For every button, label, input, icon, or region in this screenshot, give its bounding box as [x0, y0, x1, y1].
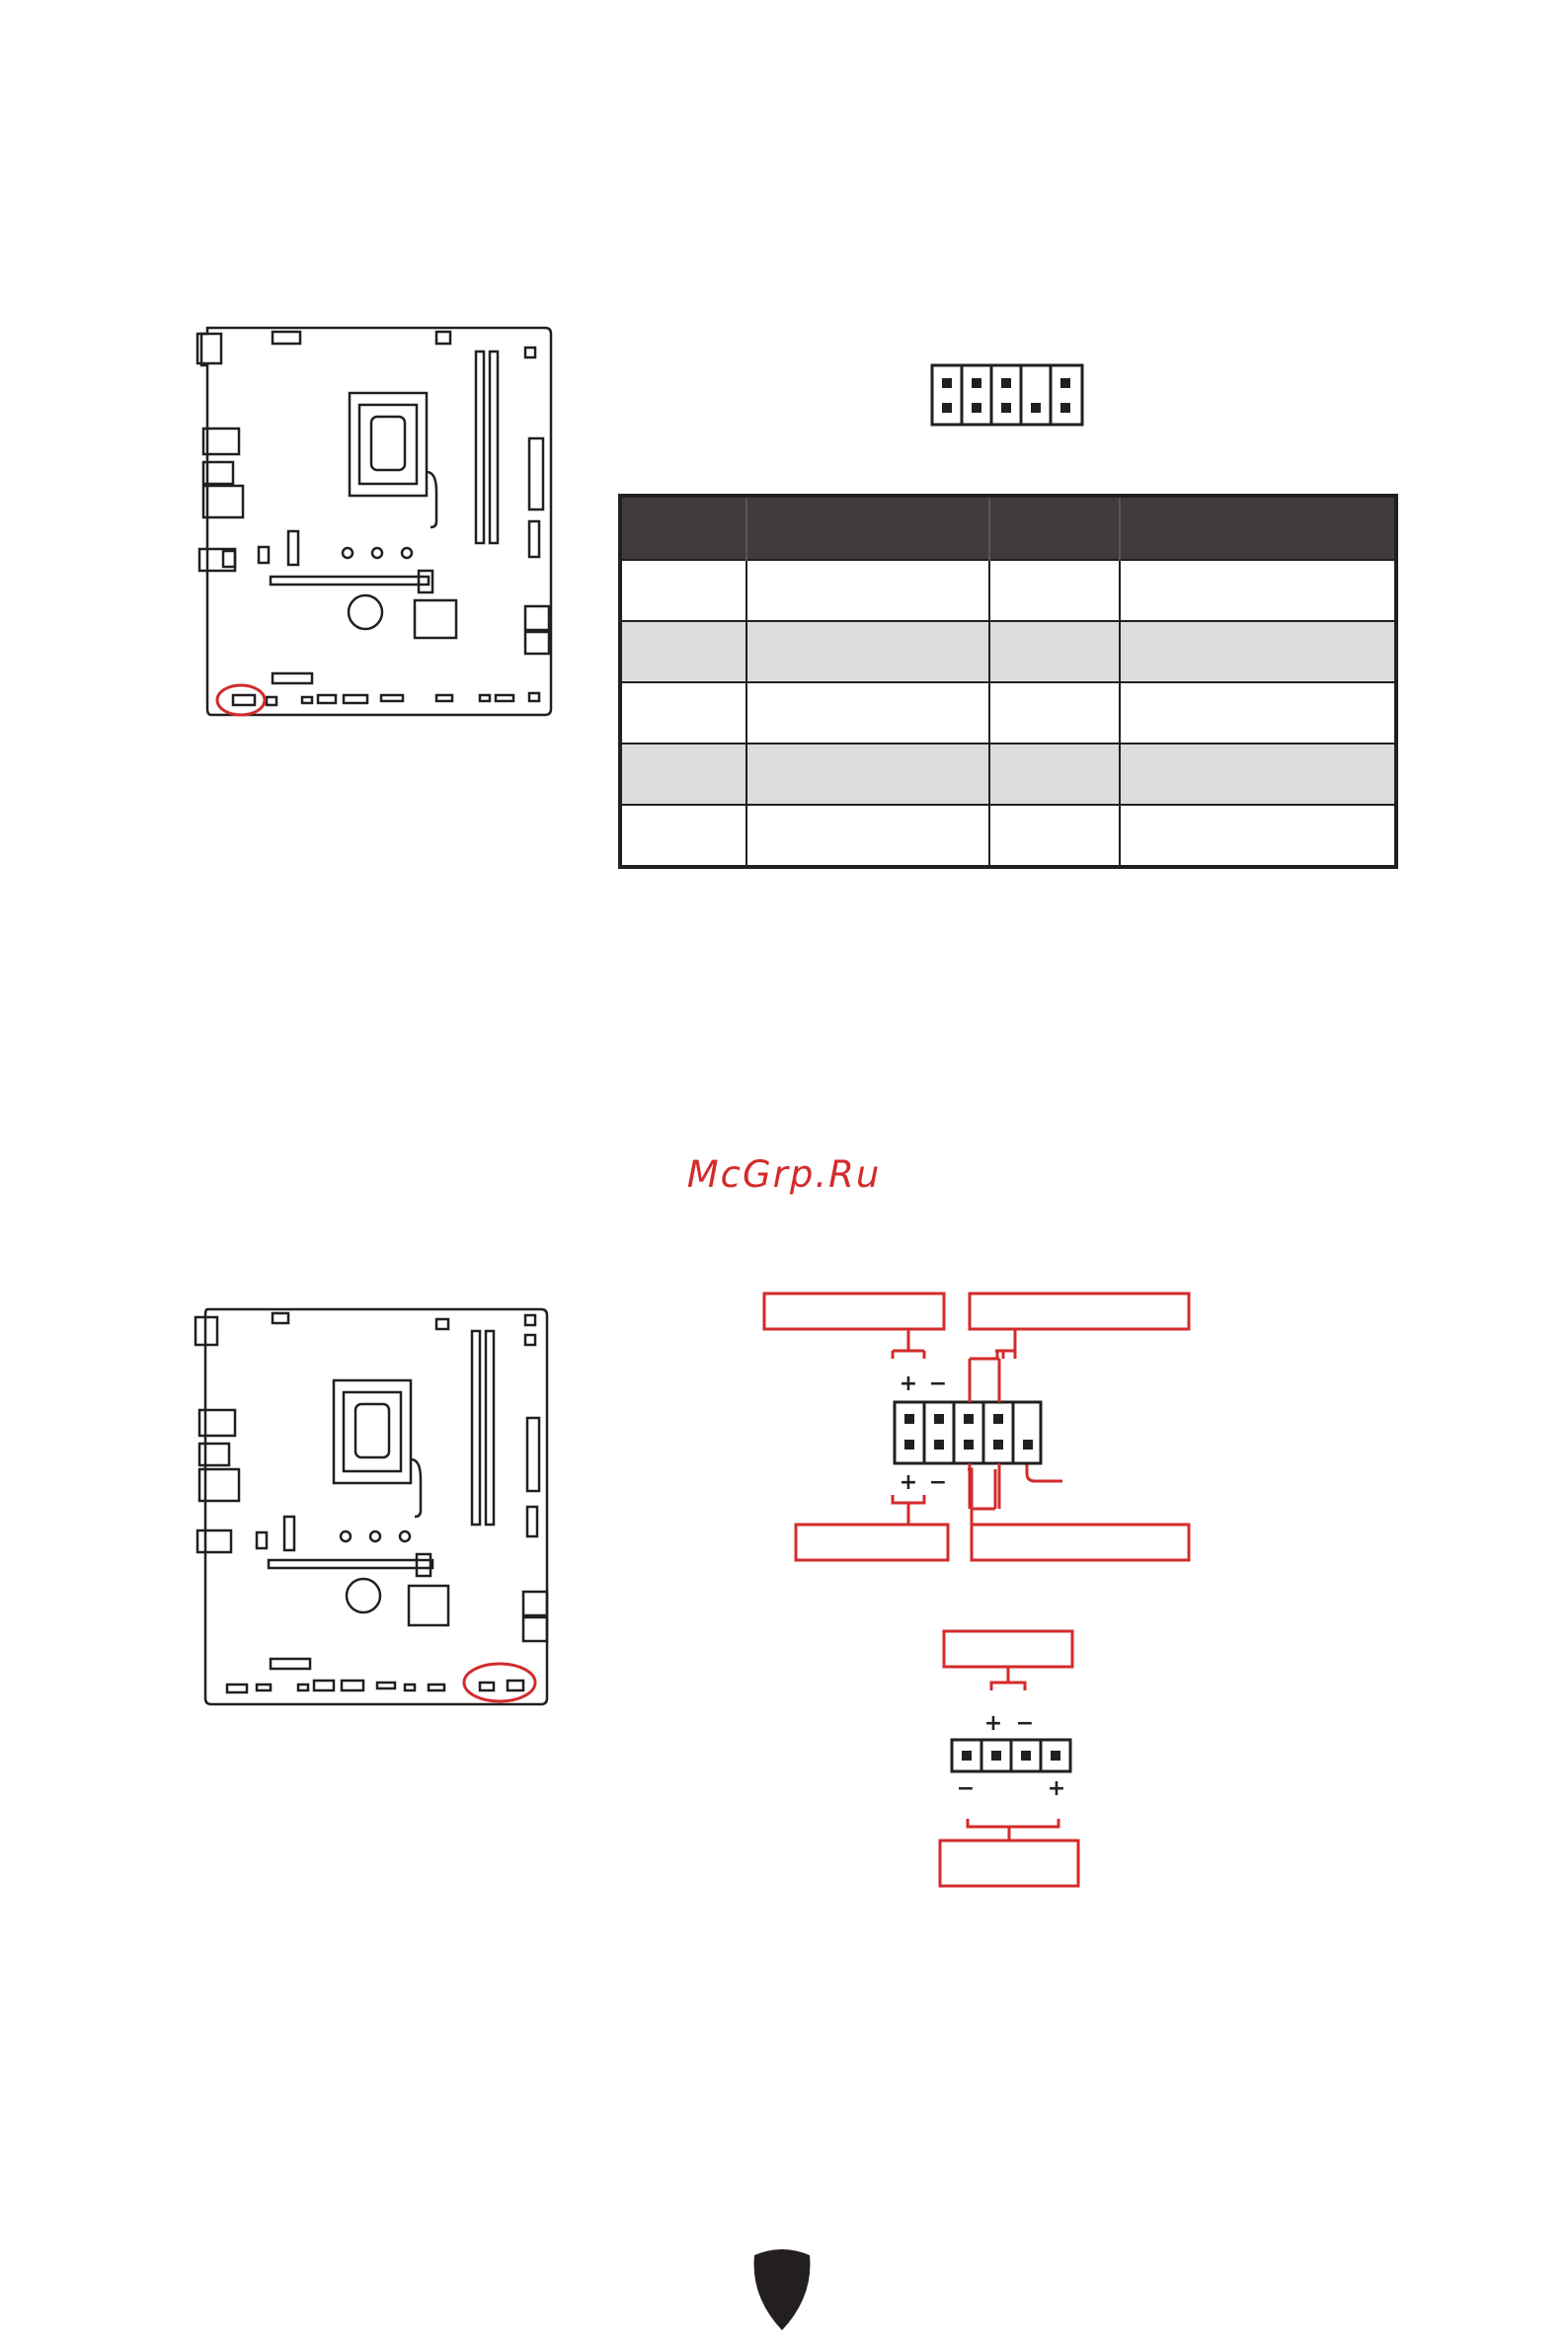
table-cell	[1120, 744, 1396, 805]
table-cell	[1120, 560, 1396, 621]
pin-definition-table	[618, 494, 1398, 869]
fp-sign-plus-bottom: +	[899, 1470, 918, 1495]
power-led-header-diagram	[938, 1629, 1086, 1890]
table-cell	[989, 560, 1120, 621]
fp-sign-minus-bottom: −	[928, 1470, 948, 1495]
table-cell	[620, 744, 746, 805]
table-cell	[746, 805, 989, 867]
table-cell	[1120, 805, 1396, 867]
motherboard-diagram-top	[194, 324, 555, 719]
pin-header-diagram-top	[930, 363, 1084, 427]
led-label-box-bottom	[940, 1841, 1078, 1886]
table-cell	[620, 682, 746, 744]
watermark-text: McGrp.Ru	[686, 1153, 882, 1196]
table-cell	[746, 560, 989, 621]
fp-label-box-bottom-right	[972, 1525, 1189, 1560]
motherboard-diagram-bottom	[194, 1305, 555, 1712]
msi-shield-icon	[748, 2247, 816, 2332]
led-label-box-top	[944, 1631, 1072, 1667]
table-cell	[989, 621, 1120, 682]
led-sign-minus-top: −	[1015, 1711, 1035, 1736]
table-header-cell	[1120, 496, 1396, 560]
led-sign-plus-bottom: +	[1047, 1776, 1066, 1801]
table-cell	[989, 744, 1120, 805]
table-cell	[746, 744, 989, 805]
table-header-cell	[620, 496, 746, 560]
table-cell	[989, 682, 1120, 744]
fp-sign-plus-top: +	[899, 1372, 918, 1396]
table-cell	[1120, 621, 1396, 682]
table-row	[620, 560, 1396, 621]
table-header-cell	[746, 496, 989, 560]
table-row	[620, 805, 1396, 867]
table-row	[620, 621, 1396, 682]
fp-label-box-bottom-left	[796, 1525, 948, 1560]
table-cell	[620, 805, 746, 867]
table-row	[620, 682, 1396, 744]
table-header-row	[620, 496, 1396, 560]
table-cell	[620, 621, 746, 682]
table-cell	[1120, 682, 1396, 744]
table-cell	[620, 560, 746, 621]
fp-label-box-top-left	[764, 1294, 944, 1329]
fp-label-box-top-right	[970, 1294, 1189, 1329]
table-cell	[746, 621, 989, 682]
front-panel-header-diagram	[760, 1292, 1195, 1570]
table-header-cell	[989, 496, 1120, 560]
fp-sign-minus-top: −	[928, 1372, 948, 1396]
table-cell	[989, 805, 1120, 867]
led-sign-minus-bottom: −	[956, 1776, 976, 1801]
table-cell	[746, 682, 989, 744]
led-sign-plus-top: +	[983, 1711, 1003, 1736]
table-row	[620, 744, 1396, 805]
